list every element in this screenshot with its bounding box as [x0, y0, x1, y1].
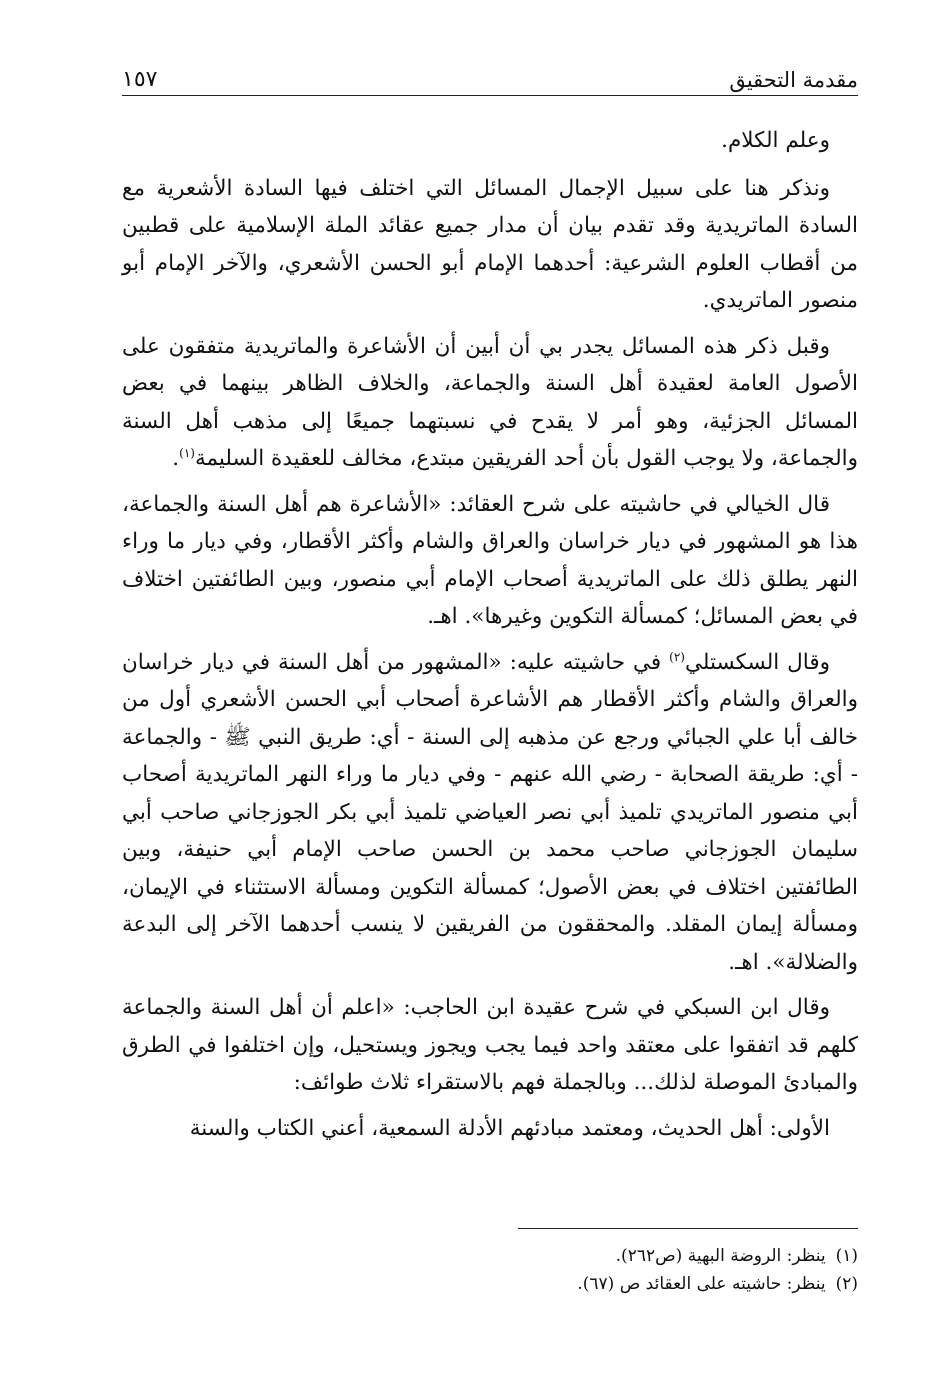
footnote-number: (٢)	[835, 1274, 858, 1294]
footnote-reference: (١)	[179, 445, 195, 460]
footnote	[122, 1270, 858, 1298]
paragraph-text: .	[172, 446, 180, 471]
paragraph: وقال ابن السبكي في شرح عقيدة ابن الحاجب: «اعلم أن أهل السنة والجماعة كلهم قد اتفقوا على معتقد واحد فيما يجب ويجوز ويستحيل، وإن اختلفوا في الطرق والمبادئ الموصلة لذلك... وبالجملة فهم بالاستقراء ثلاث طوائف:	[122, 995, 858, 1095]
footnote-divider	[518, 1228, 858, 1229]
paragraph	[122, 328, 858, 478]
paragraph: وعلم الكلام.	[721, 128, 830, 153]
paragraph: ونذكر هنا على سبيل الإجمال المسائل التي اختلف فيها السادة الأشعرية مع السادة الماتريدية وقد تقدم بيان أن مدار جميع عقائد الملة الإسلامية على قطبين من أقطاب العلوم الشرعية: أحدهما الإمام أبو الحسن الأشعري، والآخر الإمام أبو منصور الماتريدي.	[122, 175, 858, 313]
main-text	[122, 122, 858, 1147]
page-number: ١٥٧	[122, 67, 158, 92]
paragraph	[122, 644, 858, 982]
book-page	[122, 58, 858, 1378]
running-header	[122, 58, 858, 96]
paragraph-text: في حاشيته عليه: «المشهور من أهل السنة في ديار خراسان والعراق والشام وأكثر الأقطار هم الأشاعرة أصحاب أبي الحسن الأشعري أول من خالف أبا علي الجبائي ورجع عن مذهبه إلى السنة - أي: طريق النبي ﷺ - والجماعة - أي: طريقة الصحابة - رضي الله عنهم - وفي ديار ما وراء النهر الماتريدية أصحاب أبي منصور الماتريدي تلميذ أبي نصر العياضي تلميذ أبي بكر الجوزجاني صاحب أبي سليمان الجوزجاني صاحب محمد بن الحسن صاحب الإمام أبي حنيفة، وبين الطائفتين اختلاف في بعض الأصول؛ كمسألة التكوين ومسألة الاستثناء في الإيمان، ومسألة إيمان المقلد. والمحققون من الفريقين لا ينسب أحدهما الآخر إلى البدعة والضلالة». اهـ.	[122, 649, 858, 975]
paragraph-text: وقبل ذكر هذه المسائل يجدر بي أن أبين أن الأشاعرة والماتريدية متفقون على الأصول العامة لعقيدة أهل السنة والجماعة، والخلاف الظاهر بينهما في بعض المسائل الجزئية، وهو أمر لا يقدح في نسبتهما جميعًا إلى مذهب أهل السنة والجماعة، ولا يوجب القول بأن أحد الفريقين مبتدع، مخالف للعقيدة السليمة	[122, 333, 858, 471]
footnote	[122, 1242, 858, 1270]
footnotes	[122, 1242, 858, 1298]
footnote-reference: (٢)	[669, 649, 685, 664]
footnote-number: (١)	[835, 1246, 858, 1266]
footnote-text: ينظر: الروضة البهية (ص٢٦٢).	[615, 1246, 826, 1266]
paragraph-text: وقال السكستلي	[684, 649, 830, 675]
paragraph: قال الخيالي في حاشيته على شرح العقائد: «الأشاعرة هم أهل السنة والجماعة، هذا هو المشهور في ديار خراسان والعراق والشام وأكثر الأقطار، وفي ديار ما وراء النهر يطلق ذلك على الماتريدية أصحاب الإمام أبي منصور، وبين الطائفتين اختلاف في بعض المسائل؛ كمسألة التكوين وغيرها». اهـ.	[122, 491, 858, 629]
paragraph: الأولى: أهل الحديث، ومعتمد مبادئهم الأدلة السمعية، أعني الكتاب والسنة	[189, 1115, 830, 1141]
header-title: مقدمة التحقيق	[729, 68, 858, 92]
footnote-text: ينظر: حاشيته على العقائد ص (٦٧).	[577, 1274, 826, 1294]
